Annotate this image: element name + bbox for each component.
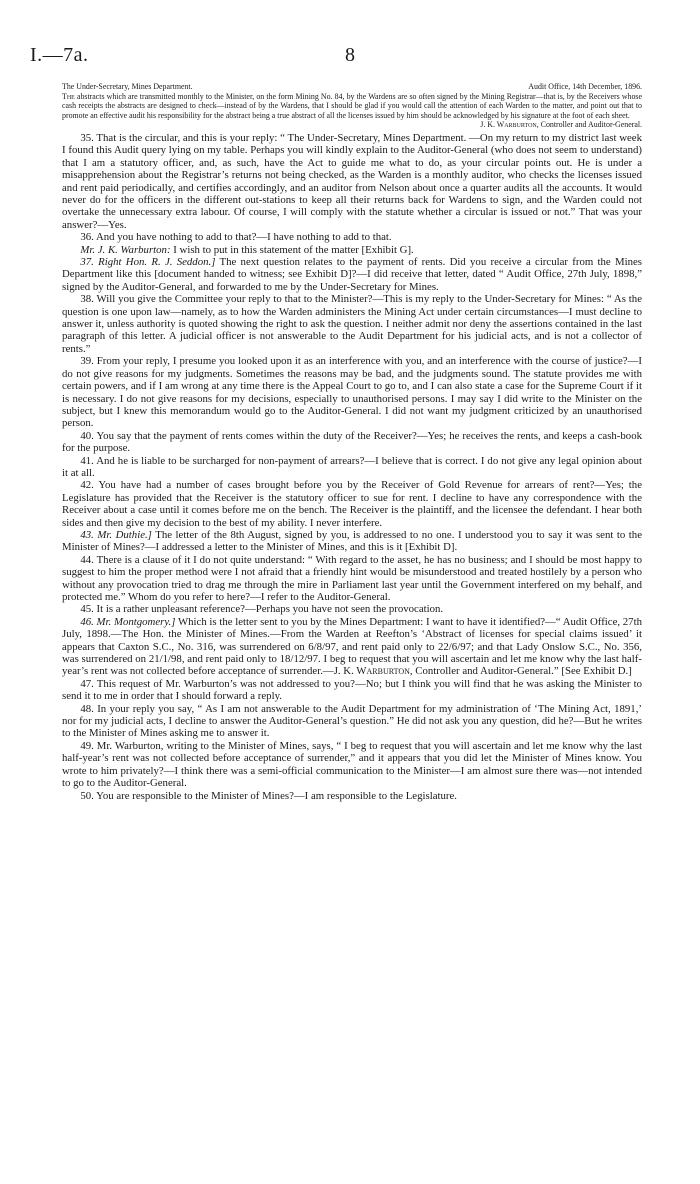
letter-signature: [62, 120, 642, 130]
letter-heading: [62, 82, 642, 92]
paragraph-45: 45. It is a rather unpleasant reference?—Perhaps you have not seen the provocation.: [80, 603, 444, 616]
letter-body: [62, 92, 642, 121]
page-number: 8: [345, 44, 355, 66]
page-content: [62, 82, 642, 802]
paragraph-text: Which is the letter sent to you by the Mines Department: I want to have it identified?—“ Audit Office, 27th July, 1898.—The Hon. the Minister of Mines.—From the Warden at Reefton’s ‘Abstract of licenses for special claims issued’ it appears that Caxton S.C., No. 316, was surrendered on 6/8/97, and rent paid only to 22/6/97; and that Lady Onslow S.C., No. 356, was surrendered on 21/1/98, and rent paid only to 18/12/97. I beg to request that you will ascertain and let me know why the last half-year’s rent was not collected before acceptance of surrender.—: [62, 615, 642, 678]
paragraph-40: 40. You say that the payment of rents comes within the duty of the Receiver?—Yes; he receives the rents, and keeps a cash-book for the purpose.: [62, 429, 642, 455]
quoted-letter: [62, 82, 642, 130]
signature-name: J. K. Warburton: [333, 665, 410, 678]
letter-text: abstracts which are transmitted monthly to the Minister, on the form Mining No. 84, by the Wardens are so often signed by the Mining Registrar—that is, by the Receivers whose cash receipts the abstracts are designed to check—instead of by the Wardens, that I should be glad if you would call the attention of each Warden to the matter, and point out that to promote an effective audit his responsibility for the abstract being a true abstract of all the licenses issued by him should be acknowledged by his signature at the foot of each sheet.: [62, 91, 642, 120]
paragraph-42: 42. You have had a number of cases brought before you by the Receiver of Gold Revenue for arrears of rent?—Yes; the Legislature has provided that the Receiver is the statutory officer to sue for rent. I decline to have any correspondence with the Receiver about a case until it comes before me on the bench. The Receiver is the plaintiff, and the licensee the defendant. I hear both sides and then give my decision to the best of my ability. I never interfere.: [62, 479, 642, 529]
paragraph-47: 47. This request of Mr. Warburton’s was not addressed to you?—No; but I think you will find that he was asking the Minister to send it to me in order that I should forward a reply.: [62, 677, 642, 703]
paragraph-49: 49. Mr. Warburton, writing to the Minister of Mines, says, “ I beg to request that you will ascertain and let me know why the last half-year’s rent was not collected before acceptance of surrender,” and it appears that you did let the Minister of Mines know. You wrote to him privately?—I think there was a semi-official communication to the Minister—I am almost sure there was—not intended to go to the Auditor-General.: [62, 739, 642, 790]
paragraph-46: [62, 616, 642, 678]
speaker-label: Mr. J. K. Warburton:: [80, 243, 171, 256]
paragraph-48: 48. In your reply you say, “ As I am not answerable to the Audit Department for my administration of ‘The Mining Act, 1891,’ nor for my judicial acts, I decline to answer the Auditor-General’s question.” He did not ask you any question, did he?—But he writes to the Minister of Mines asking me to answer it.: [62, 702, 642, 740]
paragraph-37: [62, 256, 642, 293]
signature-title: , Controller and Auditor-General.: [536, 120, 642, 130]
speaker-label: 37. Right Hon. R. J. Seddon.]: [80, 256, 216, 269]
paragraph-text: The letter of the 8th August, signed by you, is addressed to no one. I understood you to say it was sent to the Minister of Mines?—I addressed a letter to the Minister of Mines, and this is it [Exhibit D].: [62, 528, 642, 554]
letter-first-word: The: [62, 91, 75, 101]
paragraph-36: 36. And you have nothing to add to that?—I have nothing to add to that.: [80, 231, 392, 244]
paragraph-41: 41. And he is liable to be surcharged for non-payment of arrears?—I believe that is correct. I do not give any legal opinion about it at all.: [62, 454, 642, 479]
paragraph-38: 38. Will you give the Committee your reply to that to the Minister?—This is my reply to the Under-Secretary for Mines: “ As the question is one upon law—namely, as to how the Warden administers the Mining Act under certain circumstances—I must decline to answer it, unless authority is quoted showing the right to ask the question. I neither admit nor deny the assertions contained in the last paragraph of this letter. A judicial officer is not answerable to the Audit Department for his judicial acts, and is not a collector of rents.”: [62, 293, 642, 355]
letter-date: Audit Office, 14th December, 1896.: [528, 82, 642, 91]
paragraph-35: 35. That is the circular, and this is your reply: “ The Under-Secretary, Mines Department. —On my return to my district last week I found this Audit query lying on my table. Perhaps you will kindly explain to the Auditor-General (who does not seem to understand) that I am a statutory officer, and, as such, have the Act to guide me what to do, as your circular points out. He is under a misapprehension about the Registrar’s returns not being checked, as the Warden is a monthly auditor, who checks the licenses issued and rent paid periodically, and certifies accordingly, and an auditor from Nelson about once a quarter audits all the accounts. It would never do for the officers in the different out-stations to keep all their returns back for Wardens to sign, and the Warden could not overtake the unnecessary extra labour. Of course, I will comply with the statute whether a circular is issued or not.” That was your answer?—Yes.: [62, 131, 642, 231]
paragraph-text: I wish to put in this statement of the matter [Exhibit G].: [170, 243, 414, 256]
paragraph-43: [62, 529, 642, 554]
document-reference: I.—7a.: [30, 44, 89, 66]
paragraph-statement: [62, 244, 642, 256]
speaker-label: 43. Mr. Duthie.]: [80, 528, 152, 541]
paragraph-text-end: , Controller and Auditor-General.” [See Exhibit D.]: [409, 665, 632, 678]
signature-name: J. K. Warburton: [480, 120, 537, 130]
evidence-text: [62, 132, 642, 802]
letter-addressee: The Under-Secretary, Mines Department.: [62, 82, 193, 91]
paragraph-39: 39. From your reply, I presume you looked upon it as an interference with you, and an interference with the course of justice?—I do not give reasons for my judgments. Sometimes the reasons may be bad, and the judgments sound. The statute provides me with certain powers, and if I am wrong at any time there is the Appeal Court to go to, and I can also state a case for the Supreme Court if it is necessary. I do not give reasons for my decisions, especially to unauthorised persons. I may say I did write to the Minister on the subject, but I knew this memorandum would go to the Auditor-General. I did not want my judgment criticized by an unauthorised person.: [62, 355, 642, 430]
page-header: [30, 44, 670, 68]
paragraph-text: The next question relates to the payment of rents. Did you receive a circular from the Mines Department like this [document handed to witness; see Exhibit D]?—I did receive that letter, dated “ Audit Office, 27th July, 1898,” signed by the Auditor-General, and forwarded to me by the Under-Secretary for Mines.: [62, 256, 642, 293]
paragraph-50: 50. You are responsible to the Minister of Mines?—I am responsible to the Legislature.: [80, 789, 457, 802]
speaker-label: 46. Mr. Montgomery.]: [80, 615, 176, 628]
paragraph-44: 44. There is a clause of it I do not quite understand: “ With regard to the asset, he has no business; and I should be most happy to suggest to him the proper method were I not afraid that a friendly hint would be misunderstood and treated hostilely by a person who without any provocation tried to drag me through the mire in Parliament last year until the Government interfered on my behalf, and protected me.” Whom do you refer to here?—I refer to the Auditor-General.: [62, 553, 642, 603]
